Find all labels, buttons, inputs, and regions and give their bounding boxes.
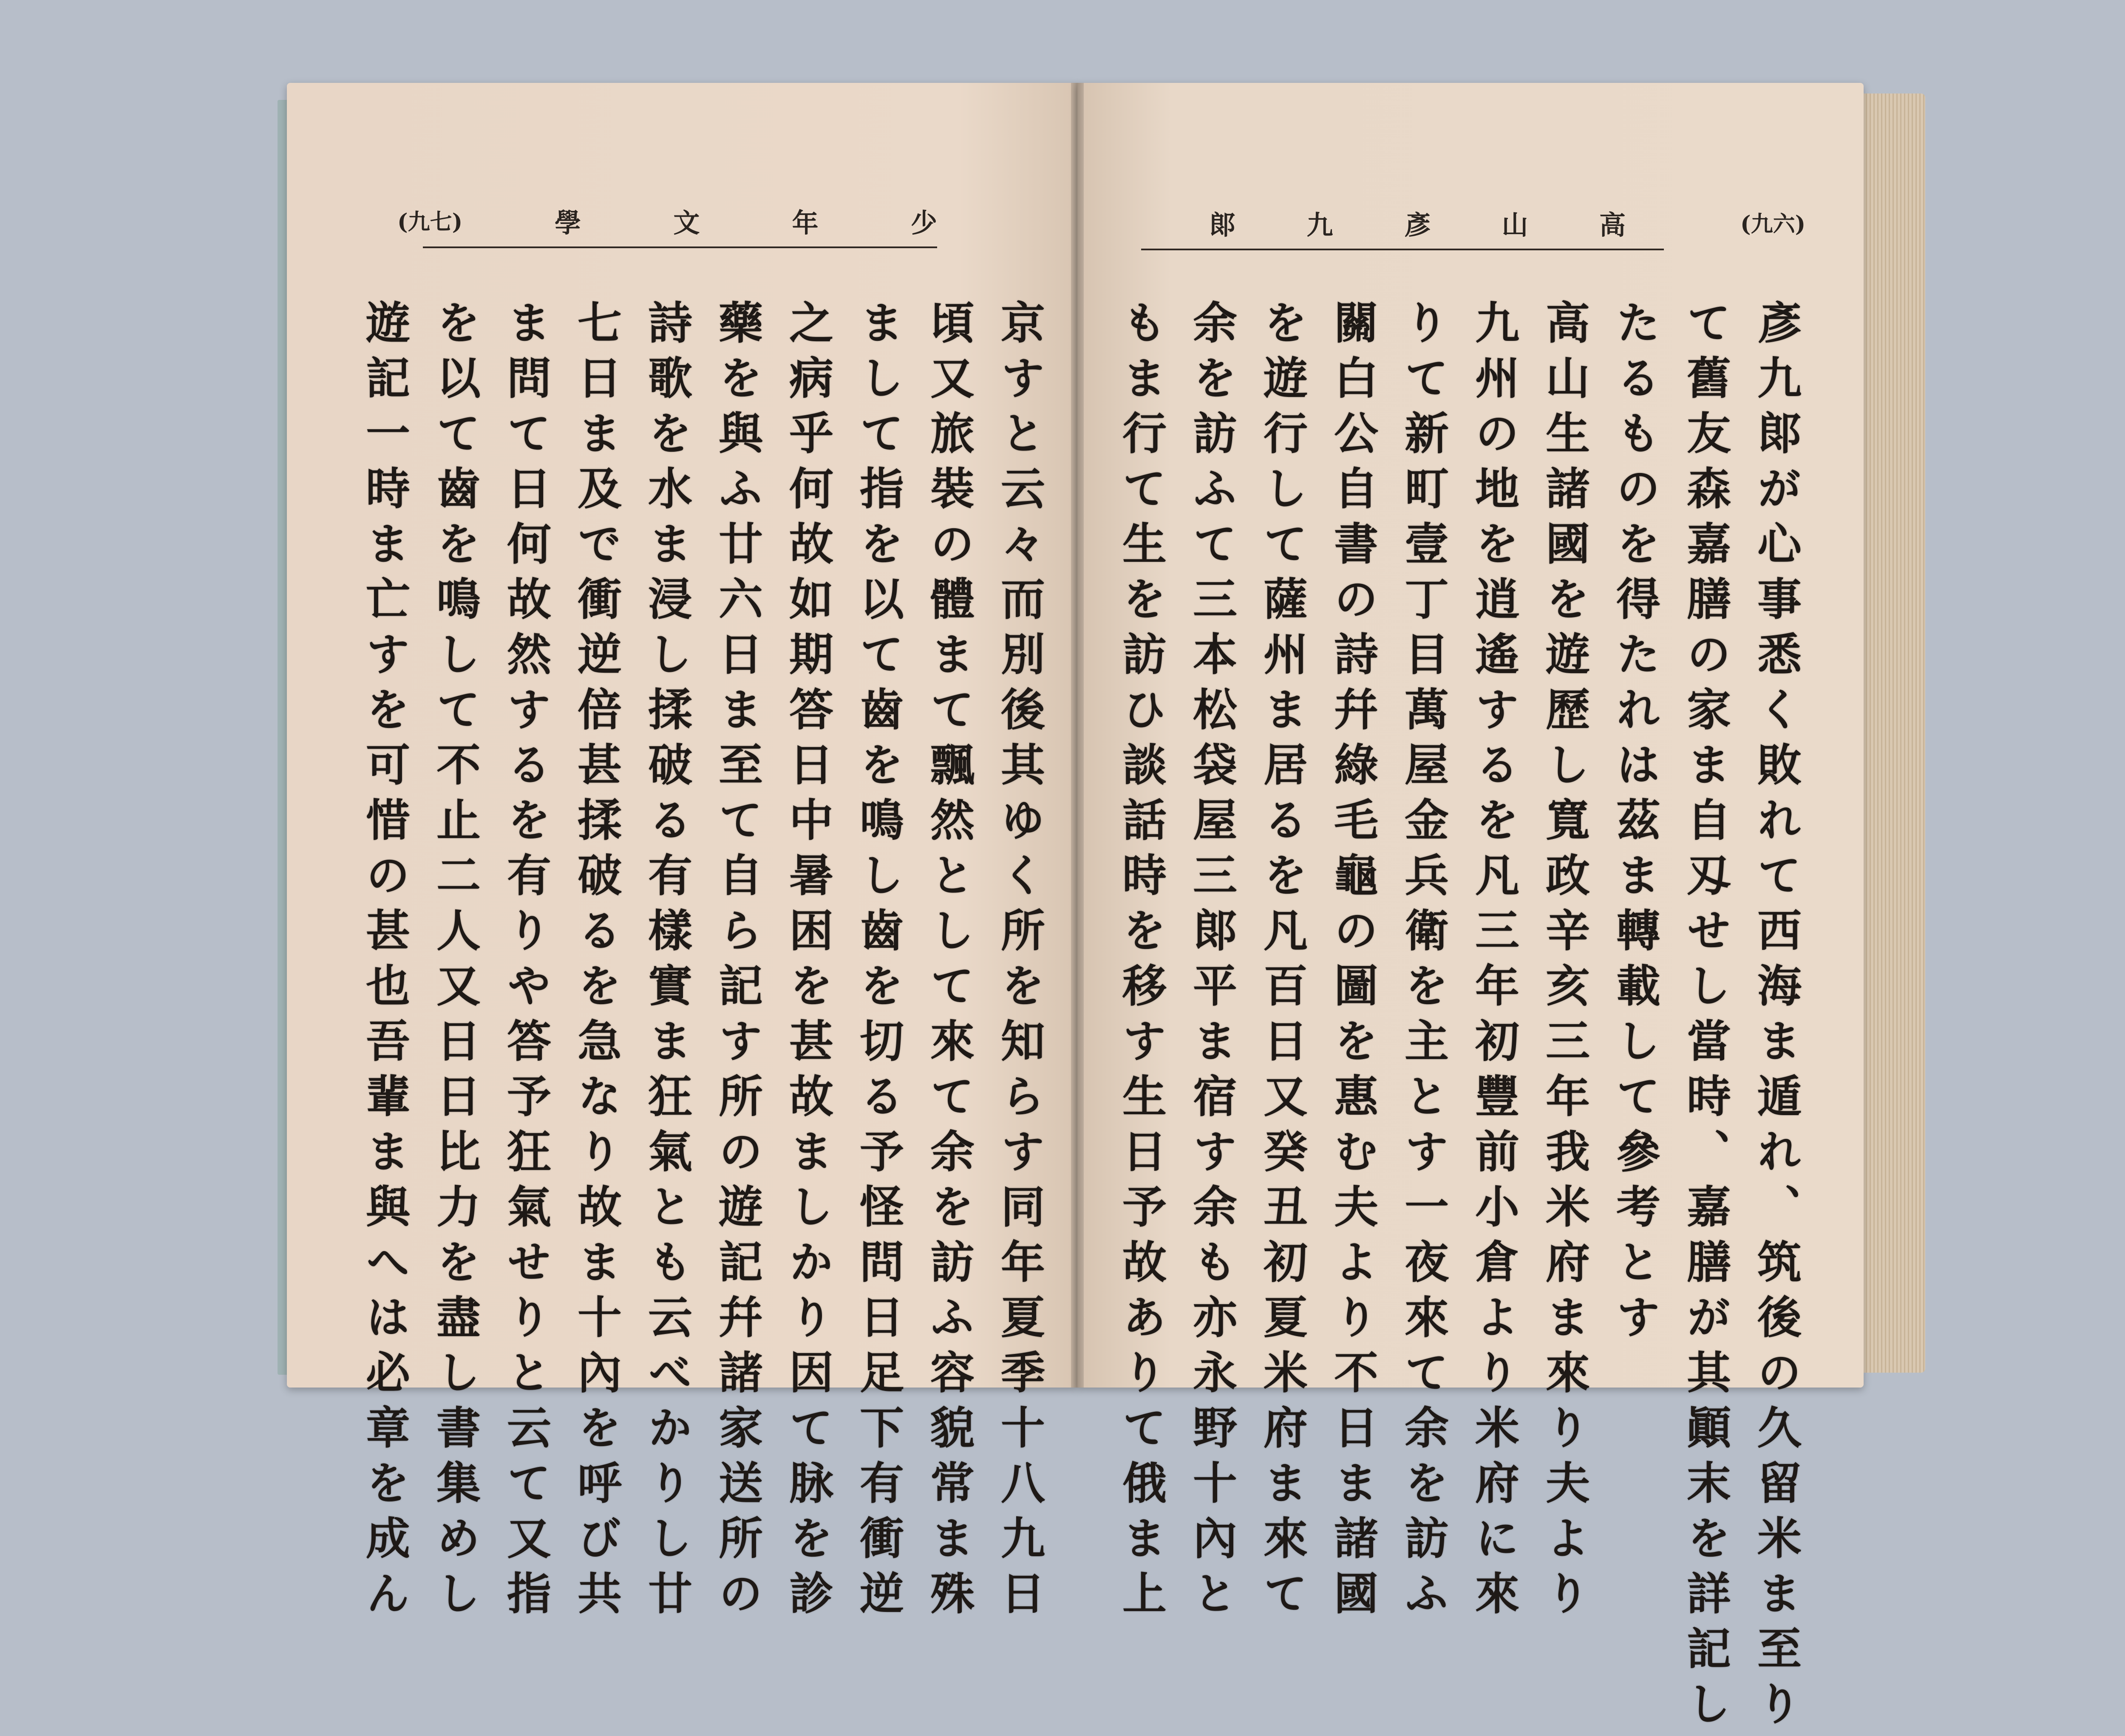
left-running-title — [555, 202, 937, 240]
text-column: を遊行して薩州ま居るを凡百日又癸丑初夏米府ま來て — [1256, 300, 1308, 1626]
title-char: 學 — [555, 207, 581, 238]
text-column: 關白公自書の詩幷綠毛龜の圖を惠む夫より不日ま諸國 — [1326, 300, 1379, 1626]
right-page-header — [1128, 195, 1817, 251]
title-char: 九 — [1306, 210, 1333, 241]
title-char: 少 — [910, 207, 937, 238]
title-char: 文 — [673, 207, 700, 238]
text-column: りて新町壹丁目萬屋金兵衛を主とす一夜來て余を訪ふ — [1397, 300, 1449, 1626]
text-column: まして指を以て齒を鳴し齒を切る予怪問日足下有衝逆 — [852, 300, 904, 1626]
header-rule — [423, 246, 937, 248]
header-rule — [1141, 249, 1664, 250]
text-column: 詩歌を水ま浸し揉破る有樣實ま狂氣とも云べかりし廿 — [640, 300, 693, 1626]
title-char: 高 — [1599, 210, 1626, 241]
left-page-number: (九七) — [397, 209, 463, 235]
text-column: 九州の地を逍遙するを凡三年初豐前小倉より米府に來 — [1468, 300, 1520, 1626]
right-running-title — [1209, 204, 1626, 242]
text-column: 七日ま及で衝逆倍甚揉破るを急なり故ま十內を呼び共 — [570, 300, 622, 1626]
text-column: 藥を與ふ廿六日ま至て自ら記す所の遊記幷諸家送所の — [711, 300, 763, 1626]
text-column: 頃又旅裝の體まて飄然として來て余を訪ふ容貌常ま殊 — [923, 300, 975, 1626]
right-page-text — [1115, 300, 1802, 1736]
text-column: もま行て生を訪ひ談話時を移す生日予故ありて俄ま上 — [1115, 300, 1167, 1626]
text-column: 余を訪ふて三本松袋屋三郞平ま宿す余も亦永野十內と — [1185, 300, 1238, 1626]
left-page-header — [385, 193, 988, 249]
text-column: 高山生諸國を遊歷し寬政辛亥三年我米府ま來り夫より — [1538, 300, 1590, 1626]
text-column: ま問て日何故然するを有りや答予狂氣せりと云て又指 — [499, 300, 552, 1626]
text-column: 之病乎何故如期答日中暑困を甚故ましかり因て脉を診 — [782, 300, 834, 1626]
title-char: 郞 — [1209, 210, 1236, 241]
title-char: 彥 — [1404, 210, 1431, 241]
left-page-text — [358, 300, 1046, 1626]
title-char: 山 — [1502, 210, 1528, 241]
right-page — [1077, 83, 1864, 1736]
left-page — [287, 83, 1077, 1626]
text-column: て舊友森嘉膳の家ま自刄せし當時、嘉膳が其顚末を詳記し — [1679, 300, 1731, 1736]
text-column: 京すと云々而別後其ゆく所を知らす同年夏季十八九日 — [993, 300, 1046, 1626]
text-column: を以て齒を鳴して不止二人又日日比力を盡し書集めし — [429, 300, 481, 1626]
right-page-number: (九六) — [1740, 211, 1806, 237]
text-column: たるものを得たれは茲ま轉載して參考とす — [1609, 300, 1661, 1349]
text-column: 彥九郞が心事悉く敗れて西海ま遁れ、筑後の久留米ま至り — [1750, 300, 1802, 1736]
text-column: 遊記一時ま亡すを可惜の甚也吾輩ま與へは必章を成ん — [358, 300, 411, 1626]
page-block-edge — [1859, 93, 1925, 1373]
book-gutter — [1071, 83, 1084, 1388]
open-book — [283, 83, 1923, 1736]
title-char: 年 — [792, 207, 819, 238]
